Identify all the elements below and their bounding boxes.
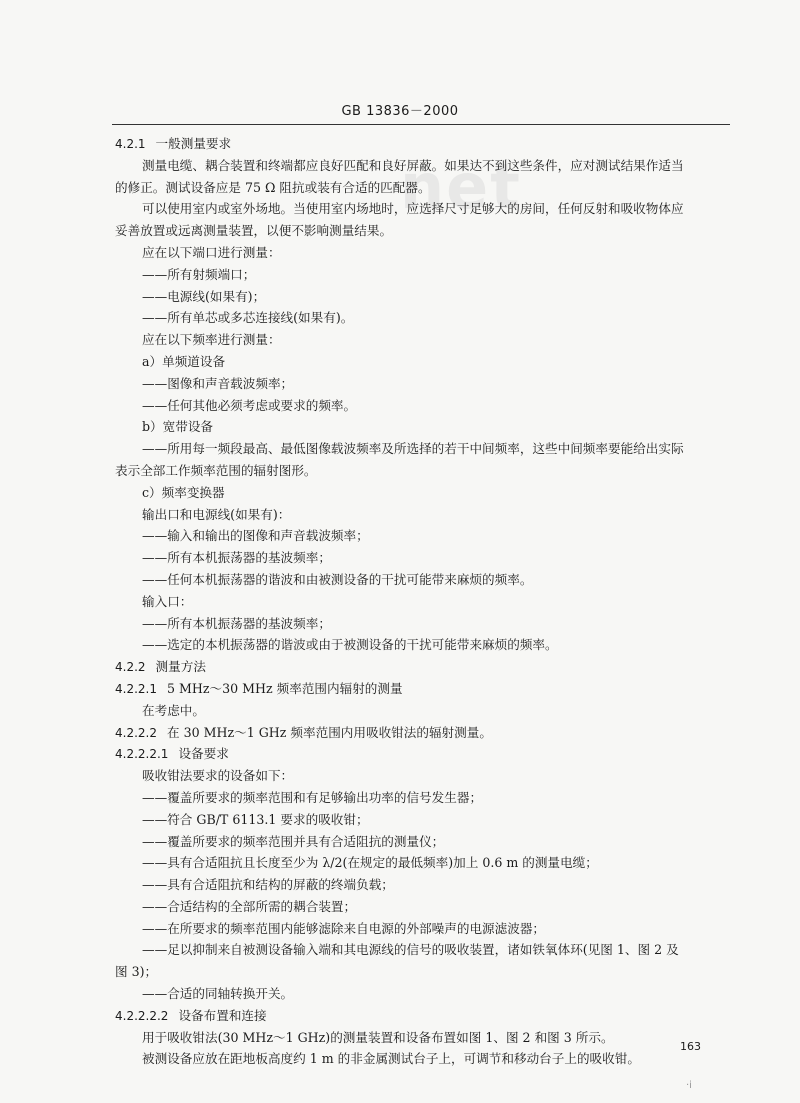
- paragraph-line: ——符合 GB/T 6113.1 要求的吸收钳；: [142, 811, 369, 827]
- section-heading: [115, 1005, 735, 1027]
- header-rule: [112, 124, 730, 125]
- paragraph-line: ——图像和声音载波频率；: [142, 375, 294, 391]
- paragraph-line: 可以使用室内或室外场地。当使用室内场地时，应选择尺寸足够大的房间，任何反射和吸收物体应: [142, 201, 684, 217]
- paragraph-line: 输入口：: [142, 593, 193, 609]
- paragraph-line: b）宽带设备: [142, 419, 214, 435]
- paragraph-line: ——所有单芯或多芯连接线(如果有)。: [142, 310, 354, 326]
- section-title: 一般测量要求: [155, 136, 232, 151]
- paragraph-line: ——选定的本机振荡器的谐波或由于被测设备的干扰可能带来麻烦的频率。: [142, 637, 558, 653]
- page-number: 163: [680, 1040, 701, 1053]
- paragraph-line: ——合适的同轴转换开关。: [142, 986, 294, 1002]
- paragraph-line: ——所有本机振荡器的基波频率；: [142, 615, 331, 631]
- paragraph-line: ——足以抑制来自被测设备输入端和其电源线的信号的吸收装置，诸如铁氧体环(见图 1、图 2 及: [142, 942, 679, 958]
- section-number: 4.2.2.2.1: [115, 747, 169, 762]
- document-body: [115, 133, 735, 1070]
- paragraph-line: 应在以下频率进行测量：: [142, 332, 281, 348]
- section-number: 4.2.1: [115, 137, 146, 151]
- paragraph-line: 用于吸收钳法(30 MHz～1 GHz)的测量装置和设备布置如图 1、图 2 和图 3 所示。: [142, 1029, 614, 1045]
- paragraph-line: ——覆盖所要求的频率范围和有足够输出功率的信号发生器；: [142, 789, 483, 805]
- section-number: 4.2.2.1: [115, 681, 157, 696]
- paragraph-line: ——覆盖所要求的频率范围并具有合适阻抗的测量仪；: [142, 833, 445, 849]
- section-heading: [115, 133, 735, 155]
- section-heading: [115, 678, 735, 700]
- section-title: 测量方法: [155, 659, 206, 675]
- section-heading: [115, 722, 735, 744]
- paragraph-line: ——所有射频端口；: [142, 266, 256, 282]
- section-title: 5 MHz～30 MHz 频率范围内辐射的测量: [166, 680, 403, 696]
- watermark: net: [400, 150, 522, 223]
- section-number: 4.2.2.2.2: [115, 1008, 169, 1023]
- paragraph-line: ——任何其他必须考虑或要求的频率。: [142, 397, 357, 413]
- section-number: 4.2.2: [115, 660, 146, 675]
- continuation-line: 表示全部工作频率范围的辐射图形。: [115, 462, 317, 478]
- paragraph-line: ——合适结构的全部所需的耦合装置；: [142, 898, 357, 914]
- continuation-line: 图 3)；: [115, 964, 158, 980]
- paragraph-line: ——在所要求的频率范围内能够滤除来自电源的外部噪声的电源滤波器；: [142, 920, 545, 936]
- section-title: 在 30 MHz～1 GHz 频率范围内用吸收钳法的辐射测量。: [166, 724, 492, 740]
- continuation-line: 妥善放置或远离测量装置，以便不影响测量结果。: [115, 223, 393, 239]
- standard-code-header: GB 13836－2000: [341, 104, 459, 119]
- paragraph-line: ——所用每一频段最高、最低图像载波频率及所选择的若干中间频率，这些中间频率要能给出实际: [142, 441, 684, 457]
- section-heading: [115, 656, 735, 678]
- paragraph-line: ——电源线(如果有)；: [142, 288, 266, 304]
- paragraph-line: 吸收钳法要求的设备如下：: [142, 768, 294, 784]
- paragraph-line: 测量电缆、耦合装置和终端都应良好匹配和良好屏蔽。如果达不到这些条件，应对测试结果作适当: [142, 157, 684, 173]
- section-title: 设备要求: [178, 746, 229, 762]
- scan-mark: ·i: [686, 1080, 692, 1091]
- paragraph-line: ——具有合适阻抗和结构的屏蔽的终端负载；: [142, 877, 394, 893]
- paragraph-line: 在考虑中。: [142, 702, 205, 718]
- paragraph-line: a）单频道设备: [142, 353, 226, 369]
- paragraph-line: ——具有合适阻抗且长度至少为 λ/2(在规定的最低频率)加上 0.6 m 的测量电缆；: [142, 855, 598, 871]
- section-title: 设备布置和连接: [178, 1007, 267, 1023]
- paragraph-line: 输出口和电源线(如果有)：: [142, 506, 291, 522]
- section-heading: [115, 743, 735, 765]
- paragraph-line: 被测设备应放在距地板高度约 1 m 的非金属测试台子上，可调节和移动台子上的吸收钳。: [142, 1051, 640, 1067]
- paragraph-line: 应在以下端口进行测量：: [142, 244, 281, 260]
- section-number: 4.2.2.2: [115, 725, 157, 740]
- paragraph-line: c）频率变换器: [142, 484, 225, 500]
- paragraph-line: ——所有本机振荡器的基波频率；: [142, 550, 331, 566]
- continuation-line: 的修正。测试设备应是 75 Ω 阻抗或装有合适的匹配器。: [115, 179, 431, 195]
- paragraph-line: ——输入和输出的图像和声音载波频率；: [142, 528, 369, 544]
- paragraph-line: ——任何本机振荡器的谐波和由被测设备的干扰可能带来麻烦的频率。: [142, 571, 533, 587]
